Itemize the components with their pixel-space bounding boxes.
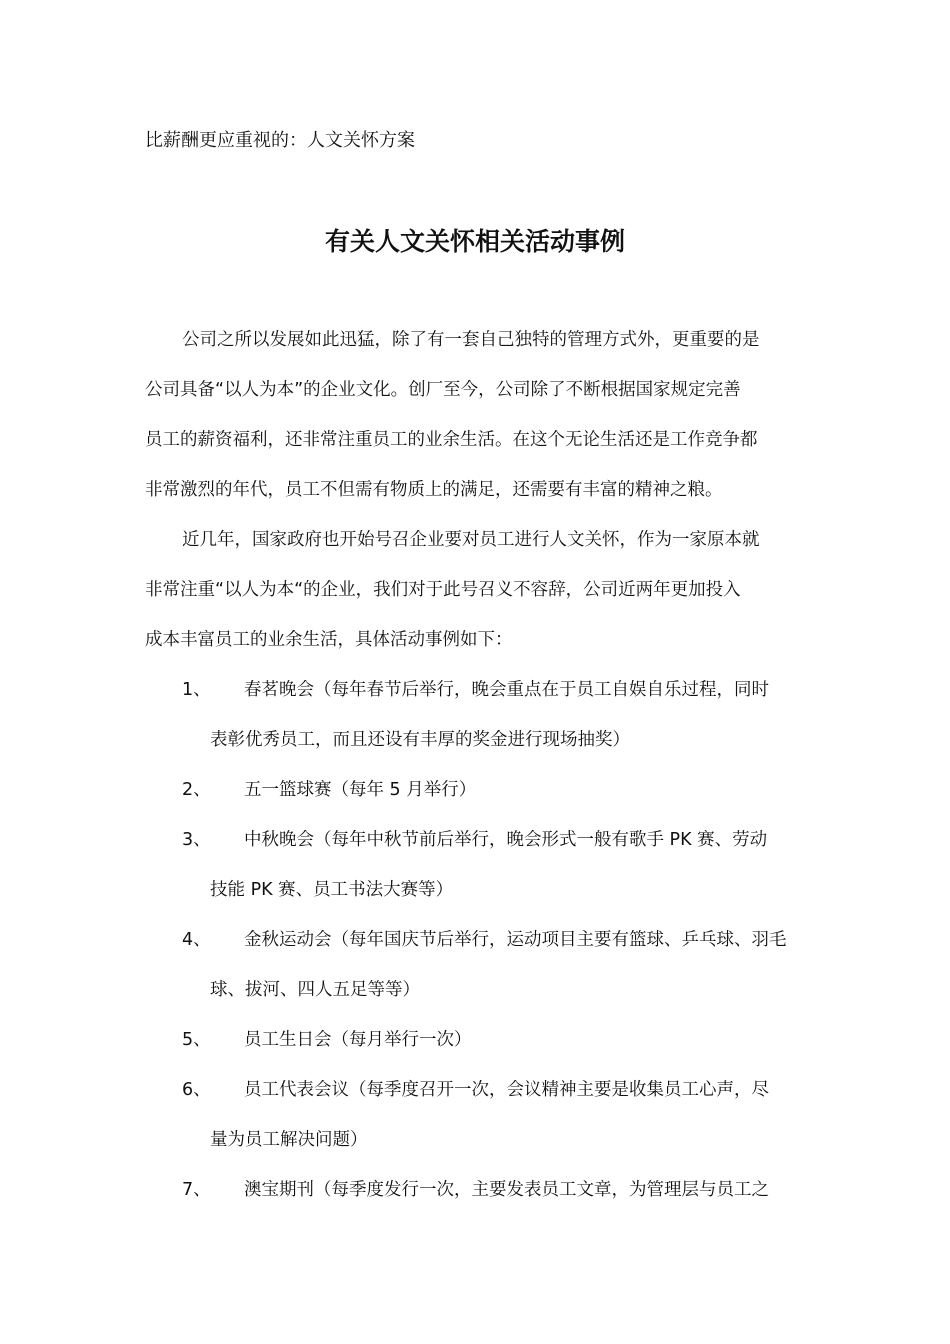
list-item-text: 技能 PK 赛、员工书法大赛等） xyxy=(210,880,454,900)
document-title: 有关人文关怀相关活动事例 xyxy=(324,227,625,256)
list-item-text: 春茗晚会（每年春节后举行，晚会重点在于员工自娱自乐过程，同时 xyxy=(244,680,769,700)
paragraph-line: 非常注重“以人为本“的企业，我们对于此号召义不容辞，公司近两年更加投入 xyxy=(145,580,741,600)
paragraph-line: 成本丰富员工的业余生活，具体活动事例如下： xyxy=(145,630,513,650)
paragraph-line: 员工的薪资福利，还非常注重员工的业余生活。在这个无论生活还是工作竞争都 xyxy=(145,430,758,450)
list-item-text: 五一篮球赛（每年 5 月举行） xyxy=(244,780,477,800)
list-item-text: 金秋运动会（每年国庆节后举行，运动项目主要有篮球、乒乓球、羽毛 xyxy=(244,930,787,950)
document-subtitle: 比薪酬更应重视的：人文关怀方案 xyxy=(145,130,415,151)
list-item-text: 中秋晚会（每年中秋节前后举行，晚会形式一般有歌手 PK 赛、劳动 xyxy=(244,830,768,850)
list-item-text: 球、拔河、四人五足等等） xyxy=(210,980,420,1000)
paragraph-line: 公司之所以发展如此迅猛，除了有一套自己独特的管理方式外，更重要的是 xyxy=(182,330,760,350)
list-item-number: 7、 xyxy=(182,1180,211,1200)
list-item-number: 4、 xyxy=(182,930,211,950)
paragraph-line: 非常激烈的年代，员工不但需有物质上的满足，还需要有丰富的精神之粮。 xyxy=(145,480,723,500)
list-item-text: 员工代表会议（每季度召开一次，会议精神主要是收集员工心声，尽 xyxy=(244,1080,769,1100)
list-item-text: 员工生日会（每月举行一次） xyxy=(244,1030,472,1050)
paragraph-line: 公司具备“以人为本”的企业文化。创厂至今，公司除了不断根据国家规定完善 xyxy=(145,380,741,400)
list-item-number: 6、 xyxy=(182,1080,211,1100)
list-item-number: 5、 xyxy=(182,1030,211,1050)
list-item-number: 2、 xyxy=(182,780,211,800)
list-item-text: 表彰优秀员工，而且还设有丰厚的奖金进行现场抽奖） xyxy=(210,730,630,750)
list-item-number: 1、 xyxy=(182,680,211,700)
list-item-number: 3、 xyxy=(182,830,211,850)
list-item-text: 量为员工解决问题） xyxy=(210,1130,368,1150)
paragraph-line: 近几年，国家政府也开始号召企业要对员工进行人文关怀，作为一家原本就 xyxy=(182,530,760,550)
list-item-text: 澳宝期刊（每季度发行一次，主要发表员工文章，为管理层与员工之 xyxy=(244,1180,769,1200)
